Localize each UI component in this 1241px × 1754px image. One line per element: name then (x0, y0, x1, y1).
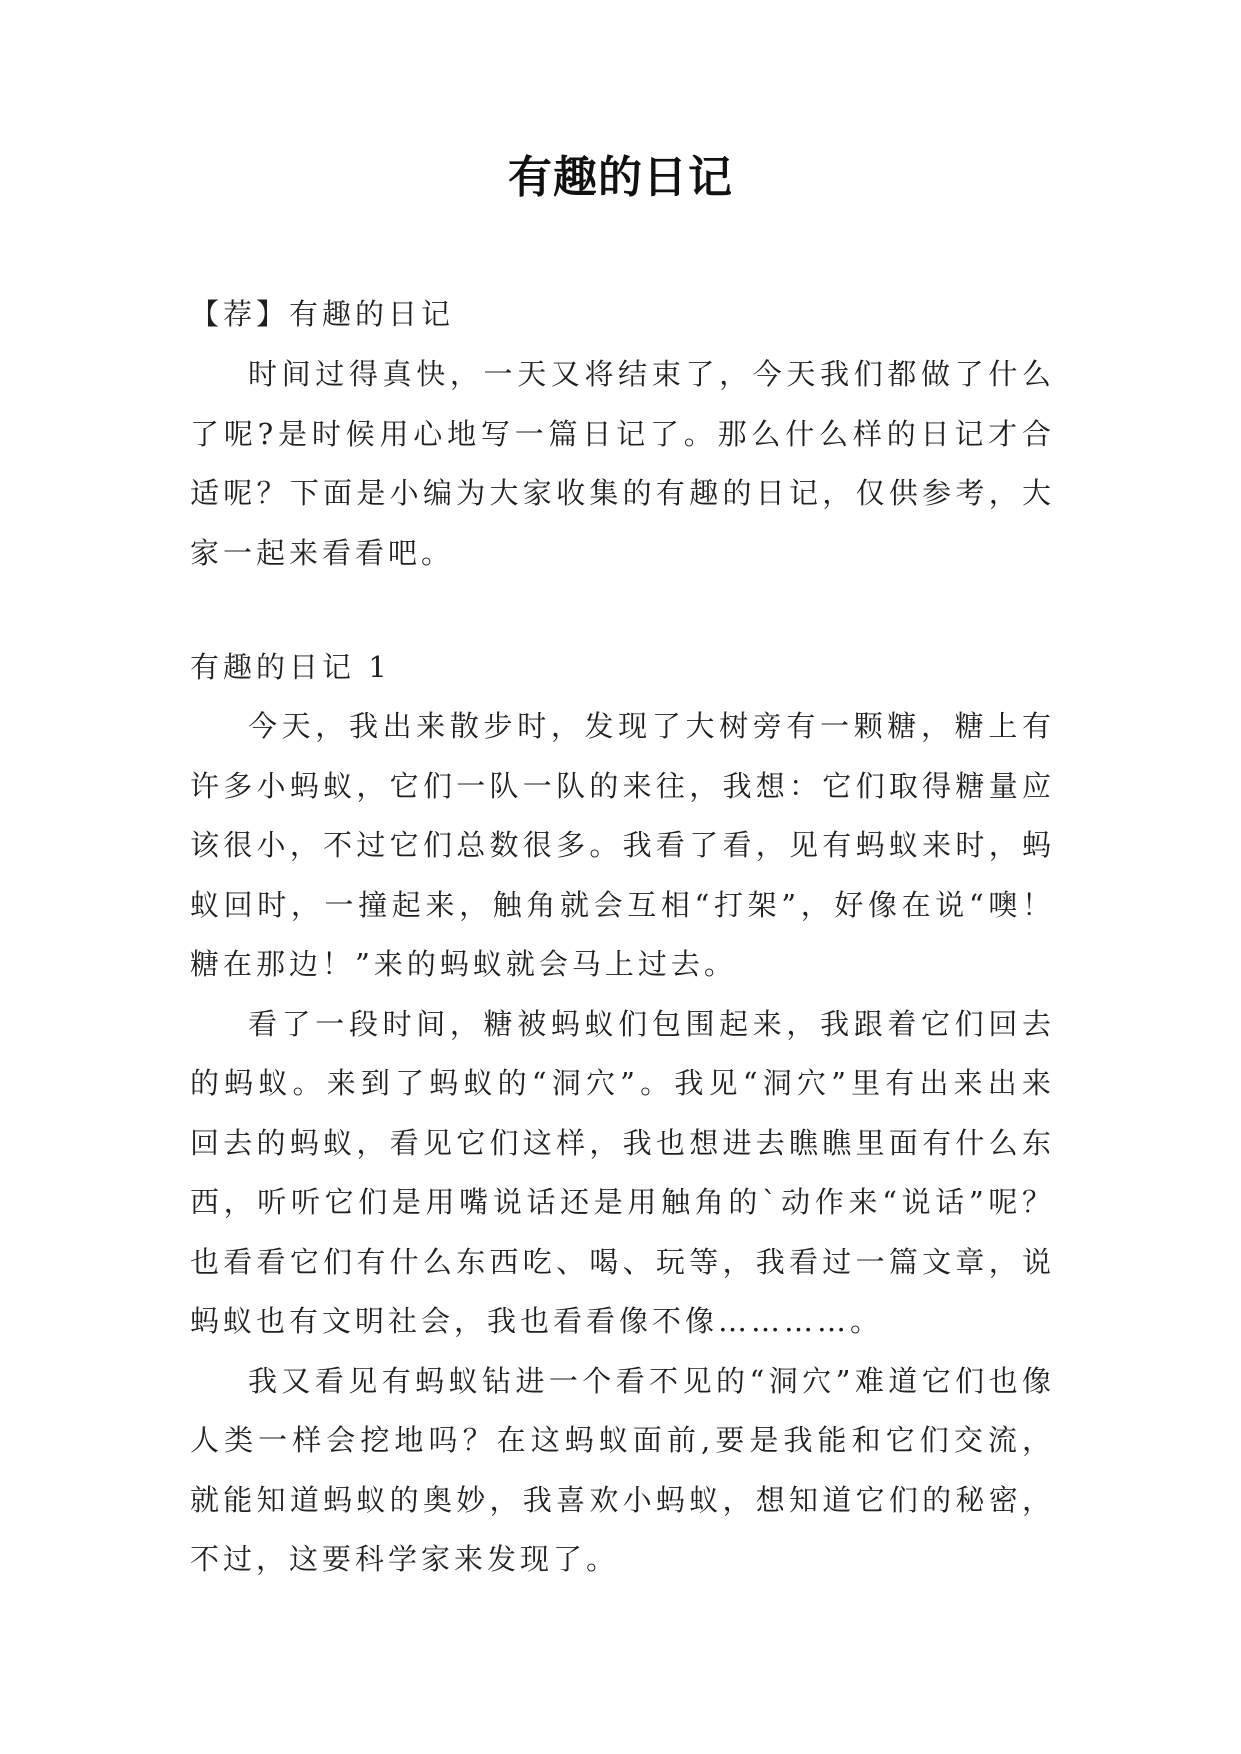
recommend-line-text: 【荐】有趣的日记 (190, 297, 455, 331)
section-paragraph: 今天，我出来散步时，发现了大树旁有一颗糖，糖上有许多小蚂蚁，它们一队一队的来往，我想：它们取得糖量应该很小，不过它们总数很多。我看了看，见有蚂蚁来时，蚂蚁回时，一撞起来，触角就会互相“打架”，好像在说“噢！糖在那边！”来的蚂蚁就会马上过去。 (190, 709, 1055, 981)
section-heading (190, 638, 1055, 698)
intro-paragraph: 时间过得真快，一天又将结束了，今天我们都做了什么了呢?是时候用心地写一篇日记了。那么什么样的日记才合适呢？下面是小编为大家收集的有趣的日记，仅供参考，大家一起来看看吧。 (190, 357, 1055, 570)
section-paragraph: 我又看见有蚂蚁钻进一个看不见的“洞穴”难道它们也像人类一样会挖地吗？在这蚂蚁面前,要是我能和它们交流，就能知道蚂蚁的奥妙，我喜欢小蚂蚁，想知道它们的秘密，不过，这要科学家来发现了。 (190, 1363, 1055, 1576)
recommend-line (190, 285, 1055, 345)
section-body (190, 697, 1055, 1590)
section-paragraph: 看了一段时间，糖被蚂蚁们包围起来，我跟着它们回去的蚂蚁。来到了蚂蚁的“洞穴”。我见“洞穴”里有出来出来回去的蚂蚁，看见它们这样，我也想进去瞧瞧里面有什么东西，听听它们是用嘴说话还是用触角的`动作来“说话”呢？也看看它们有什么东西吃、喝、玩等，我看过一篇文章，说蚂蚁也有文明社会，我也看看像不像…………。 (190, 1006, 1055, 1338)
section-heading-text: 有趣的日记 1 (190, 650, 391, 684)
intro-section (190, 345, 1055, 583)
document-title: 有趣的日记 (508, 152, 733, 203)
